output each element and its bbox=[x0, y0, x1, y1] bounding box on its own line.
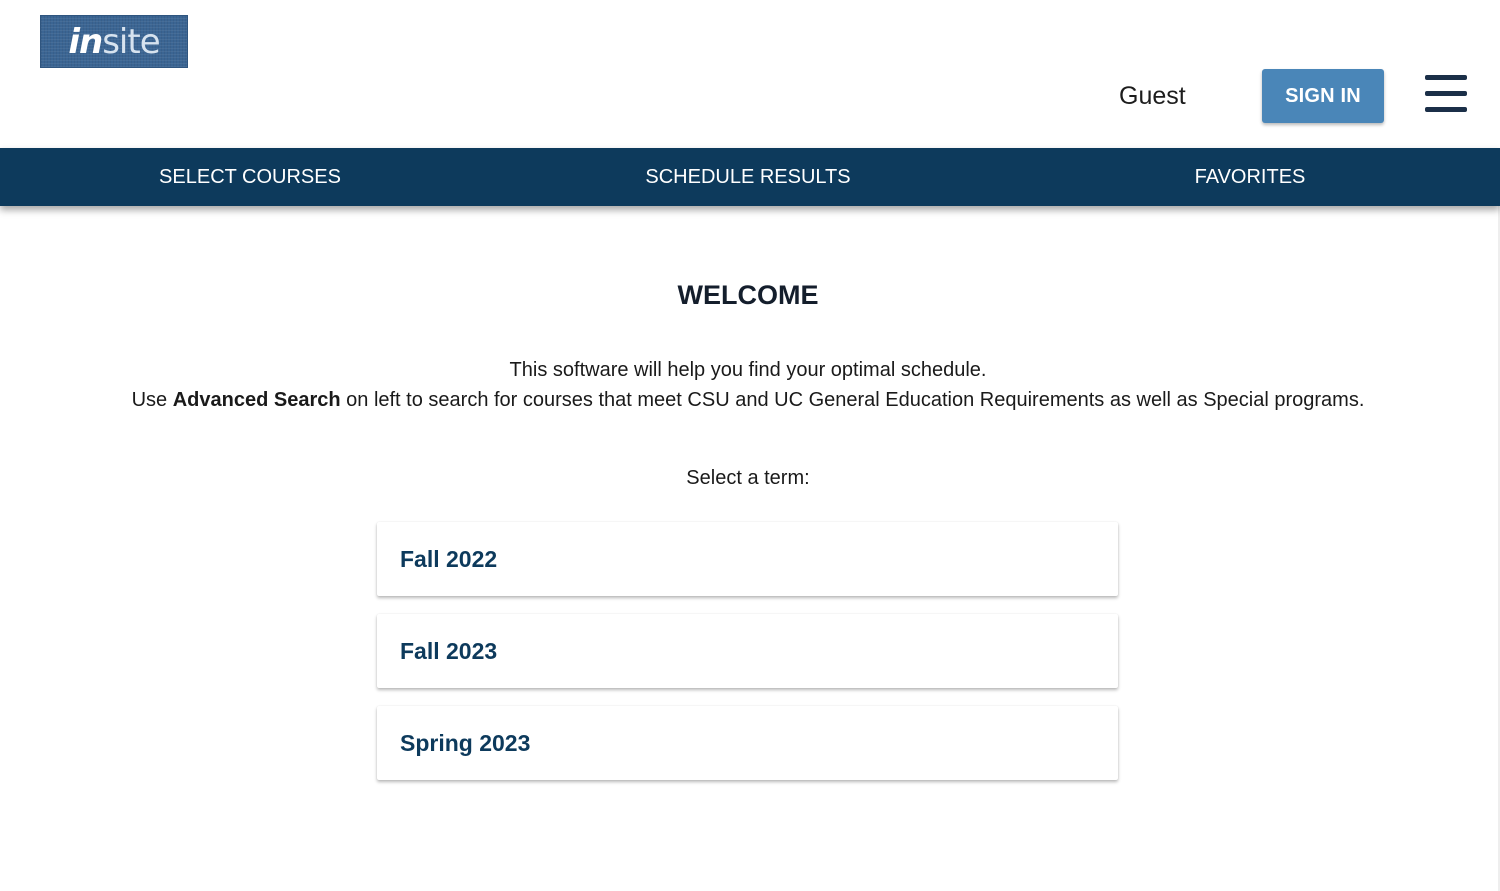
intro-text-line-2 bbox=[0, 389, 1496, 412]
term-label: Spring 2023 bbox=[400, 729, 531, 756]
term-label: Fall 2023 bbox=[400, 637, 498, 664]
hamburger-bar bbox=[1425, 91, 1467, 96]
page-title: WELCOME bbox=[677, 280, 819, 310]
advanced-search-text: Advanced Search bbox=[172, 389, 341, 411]
main-content bbox=[0, 206, 1500, 891]
select-term-label: Select a term: bbox=[686, 467, 810, 489]
intro-prefix: Use bbox=[131, 389, 173, 411]
sign-in-button[interactable]: SIGN IN bbox=[1262, 69, 1384, 123]
intro-suffix: on left to search for courses that meet CSU and UC General Education Requirements as well as Special programs. bbox=[340, 389, 1365, 411]
intro-text-line-1: This software will help you find your optimal schedule. bbox=[509, 359, 987, 381]
term-option-fall-2022[interactable] bbox=[377, 522, 1118, 596]
term-option-fall-2023[interactable] bbox=[377, 614, 1118, 688]
main-nav bbox=[0, 148, 1500, 206]
hamburger-bar bbox=[1425, 107, 1467, 112]
logo-part-site: site bbox=[102, 21, 160, 62]
logo-wordmark bbox=[68, 21, 160, 62]
user-label: Guest bbox=[1119, 82, 1186, 110]
logo-part-in: in bbox=[68, 21, 103, 62]
tab-schedule-results[interactable]: SCHEDULE RESULTS bbox=[645, 165, 851, 188]
term-option-spring-2023[interactable] bbox=[377, 706, 1118, 780]
term-label: Fall 2022 bbox=[400, 545, 498, 572]
tab-select-courses[interactable]: SELECT COURSES bbox=[159, 165, 341, 188]
tab-favorites[interactable]: FAVORITES bbox=[1194, 165, 1306, 188]
menu-button[interactable] bbox=[1424, 73, 1468, 115]
hamburger-bar bbox=[1425, 75, 1467, 80]
insite-logo[interactable] bbox=[40, 15, 188, 68]
top-header bbox=[0, 0, 1500, 148]
